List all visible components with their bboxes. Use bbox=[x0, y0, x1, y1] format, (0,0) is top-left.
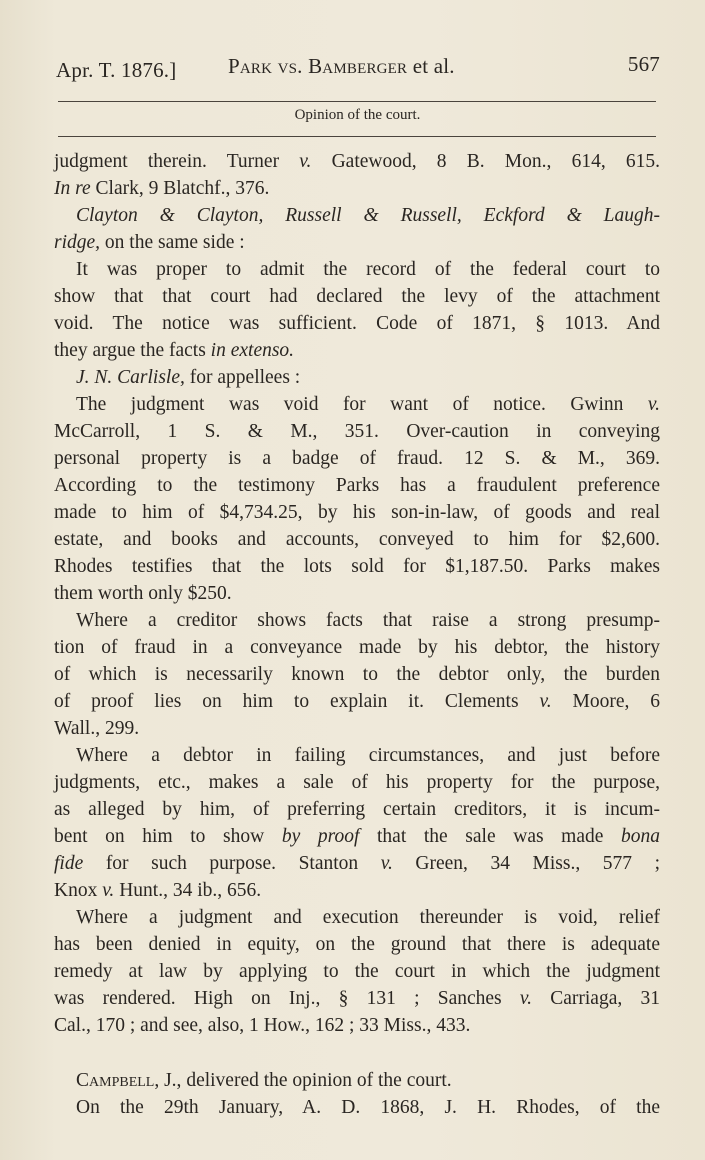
text-line: has been denied in equity, on the ground that there is adequate bbox=[54, 934, 660, 955]
text-line: According to the testimony Parks has a fraudulent preference bbox=[54, 475, 660, 496]
text-line: Knox v. Hunt., 34 ib., 656. bbox=[54, 880, 262, 901]
paragraph-gap bbox=[54, 1039, 660, 1067]
text-line: tion of fraud in a conveyance made by his debtor, the history bbox=[54, 637, 660, 658]
text-line: of proof lies on him to explain it. Clements v. Moore, 6 bbox=[54, 691, 661, 712]
case-title-defendant: Bamberger bbox=[308, 54, 408, 78]
text-line: fide for such purpose. Stanton v. Green, 34 Miss., 577 ; bbox=[54, 853, 660, 874]
case-title-plaintiff: Park bbox=[228, 54, 273, 78]
text-line: bent on him to show by proof that the sale was made bona bbox=[54, 826, 661, 847]
text-line: Clayton & Clayton, Russell & Russell, Eckford & Laugh- bbox=[76, 205, 660, 226]
text-line: remedy at law by applying to the court in which the judgment bbox=[54, 961, 660, 982]
text-line: In re Clark, 9 Blatchf., 376. bbox=[54, 178, 270, 199]
text-line: Where a judgment and execution thereunder is void, relief bbox=[76, 907, 660, 928]
text-line: judgment therein. Turner v. Gatewood, 8 B. Mon., 614, 615. bbox=[54, 151, 661, 172]
text-line: The judgment was void for want of notice. Gwinn v. bbox=[76, 394, 660, 415]
term-date: Apr. T. 1876.] bbox=[56, 58, 177, 82]
text-line: them worth only $250. bbox=[54, 583, 232, 604]
text-line: was rendered. High on Inj., § 131 ; Sanches v. Carriaga, 31 bbox=[54, 988, 660, 1009]
text-line: personal property is a badge of fraud. 12 S. & M., 369. bbox=[54, 448, 660, 469]
text-line: of which is necessarily known to the debtor only, the burden bbox=[54, 664, 660, 685]
header-rule-top bbox=[58, 101, 656, 102]
text-line: Cal., 170 ; and see, also, 1 How., 162 ; 33 Miss., 433. bbox=[54, 1015, 471, 1036]
text-line: On the 29th January, A. D. 1868, J. H. Rhodes, of the bbox=[76, 1097, 660, 1118]
text-line: Wall., 299. bbox=[54, 718, 140, 739]
text-line: Where a debtor in failing circumstances, and just before bbox=[76, 745, 660, 766]
case-title-suffix: et al. bbox=[407, 54, 455, 78]
text-line: McCarroll, 1 S. & M., 351. Over-caution in conveying bbox=[54, 421, 660, 442]
case-title bbox=[228, 54, 455, 79]
section-subhead: Opinion of the court. bbox=[294, 107, 421, 123]
header-rule-bottom bbox=[58, 136, 656, 137]
text-line: Where a creditor shows facts that raise a strong presump- bbox=[76, 610, 660, 631]
running-header bbox=[56, 52, 660, 84]
text-line: J. N. Carlisle, for appellees : bbox=[76, 367, 301, 388]
text-line: It was proper to admit the record of the federal court to bbox=[76, 259, 660, 280]
text-line: they argue the facts in extenso. bbox=[54, 340, 295, 361]
text-line: judgments, etc., makes a sale of his property for the purpose, bbox=[54, 772, 660, 793]
page-body-text bbox=[54, 148, 660, 1121]
text-line: ridge, on the same side : bbox=[54, 232, 245, 253]
text-line: made to him of $4,734.25, by his son-in-law, of goods and real bbox=[54, 502, 660, 523]
text-line: show that that court had declared the levy of the attachment bbox=[54, 286, 660, 307]
text-line: estate, and books and accounts, conveyed to him for $2,600. bbox=[54, 529, 660, 550]
page-number: 567 bbox=[627, 52, 660, 76]
text-line: Rhodes testifies that the lots sold for $1,187.50. Parks makes bbox=[54, 556, 660, 577]
text-line: as alleged by him, of preferring certain creditors, it is incum- bbox=[54, 799, 660, 820]
text-line: void. The notice was sufficient. Code of 1871, § 1013. And bbox=[54, 313, 660, 334]
text-line: Campbell, J., delivered the opinion of the court. bbox=[76, 1070, 452, 1091]
case-title-vs: vs. bbox=[272, 54, 309, 78]
